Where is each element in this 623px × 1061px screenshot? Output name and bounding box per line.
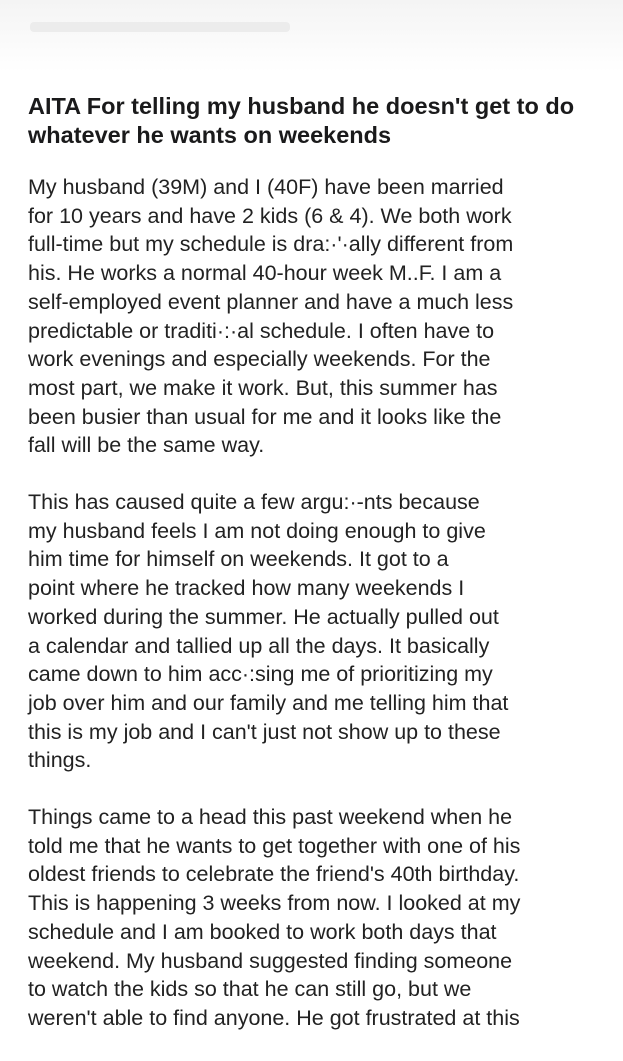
post-body (28, 173, 600, 1033)
top-fade-area (0, 0, 623, 72)
post-paragraph-2: This has caused quite a few argu:·-nts because my husband feels I am not doing enough to give him time for himself on weekends. It got to a point where he tracked how many weekends I worked during the summer. He actually pulled out a calendar and tallied up all the days. It basically came down to him acc·:sing me of prioritizing my job over him and our family and me telling him that this is my job and I can't just not show up to these things. (28, 490, 509, 773)
faded-header-placeholder (30, 22, 290, 32)
post-paragraph-3: Things came to a head this past weekend when he told me that he wants to get together with one of his oldest friends to celebrate the friend's 40th birthday. This is happening 3 weeks from now. I looked at my schedule and I am booked to work both days that weekend. My husband suggested finding someone to watch the kids so that he can still go, but we weren't able to find anyone. He got frustrated at this (28, 805, 521, 1030)
post-title: AITA For telling my husband he doesn't get to do whatever he wants on weekends (28, 93, 575, 148)
post-paragraph-1: My husband (39M) and I (40F) have been married for 10 years and have 2 kids (6 & 4). We both work full-time but my schedule is dra:·'·ally different from his. He works a normal 40-hour week M..F. I am a self-employed event planner and have a much less predictable or traditi·:·al schedule. I often have to work evenings and especially weekends. For the most part, we make it work. But, this summer has been busier than usual for me and it looks like the fall will be the same way. (28, 175, 514, 458)
post-container (28, 92, 600, 1061)
